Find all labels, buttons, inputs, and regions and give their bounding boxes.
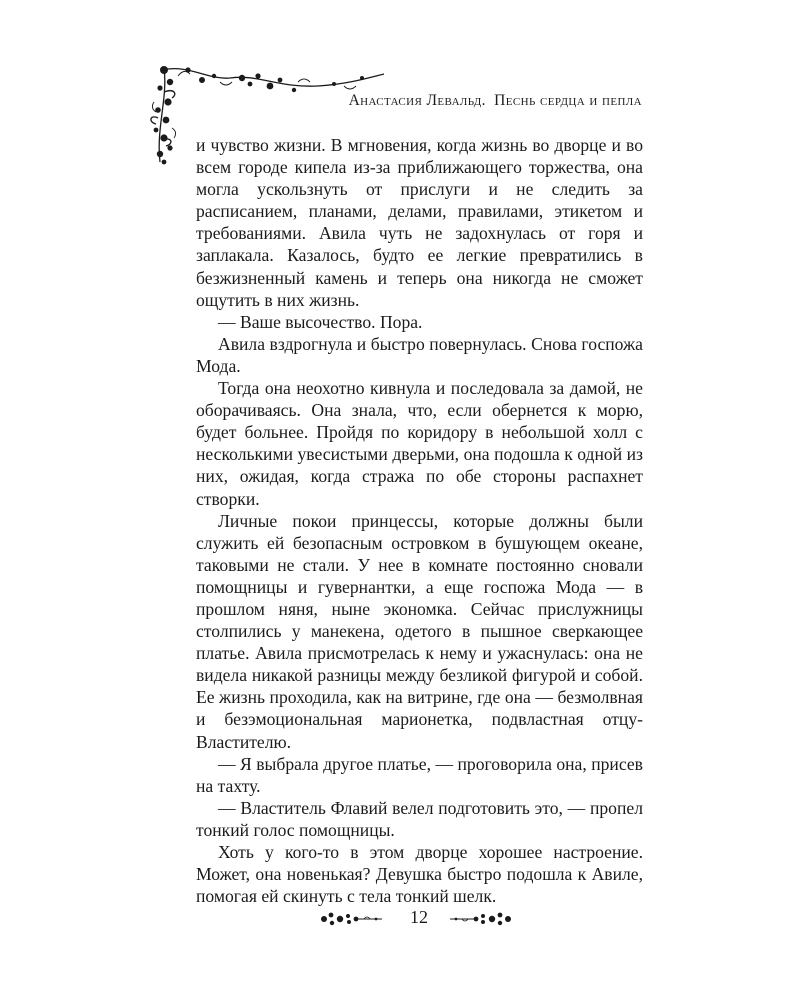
paragraph: — Ваше высочество. Пора. (218, 311, 423, 332)
paragraph: Личные покои принцессы, которые должны были служить ей безопасным островком в бушующем океане, таковыми не стали. У нее в комнате постоянно сновали помощницы и гувернантки, а еще госпожа Мода — в прошлом няня, ныне экономка. Сейчас прислужницы столпились у манекена, одетого в пышное сверкающее платье. Авила присмотрелась к нему и ужаснулась: она не видела никакой разницы между безликой фигурой и собой. Ее жизнь проходила, как на витрине, где она — безмолвная и безэмоциональная марионетка, подвластная отцу-Властителю. (196, 510, 643, 752)
page-footer (0, 905, 800, 935)
paragraph: Авила вздрогнула и быстро повернулась. Снова госпожа Мода. (196, 333, 643, 376)
header-author: Анастасия Левальд. (348, 92, 486, 109)
page-body-text (196, 134, 643, 907)
page-number: 12 (410, 907, 428, 927)
header-book-title: Песнь сердца и пепла (494, 92, 642, 109)
paragraph: и чувство жизни. В мгновения, когда жизнь во дворце и во всем городе кипела из-за приближающего торжества, она могла ускользнуть от прислуги и не следить за расписанием, планами, делами, правилами, этикетом и требованиями. Авила чуть не задохнулась от горя и заплакала. Казалось, будто ее легкие превратились в безжизненный камень и теперь она никогда не сможет ощутить в них жизнь. (196, 135, 643, 310)
paragraph: — Я выбрала другое платье, — проговорила она, присев на тахту. (196, 753, 643, 796)
running-header (349, 92, 642, 110)
paragraph: Тогда она неохотно кивнула и последовала за дамой, не оборачиваясь. Она знала, что, если обернется к морю, будет больнее. Пройдя по коридору в небольшой холл с несколькими увесистыми дверьми, она подошла к одной из них, ожидая, когда стража по обе стороны распахнет створки. (196, 378, 643, 509)
paragraph: — Властитель Флавий велел подготовить это, — пропел тонкий голос помощницы. (196, 797, 643, 840)
floral-footer-ornament-left-icon (318, 909, 386, 929)
floral-footer-ornament-right-icon (446, 909, 514, 929)
paragraph: Хоть у кого-то в этом дворце хорошее настроение. Может, она новенькая? Девушка быстро подошла к Авиле, помогая ей скинуть с тела тонкий шелк. (196, 842, 643, 907)
